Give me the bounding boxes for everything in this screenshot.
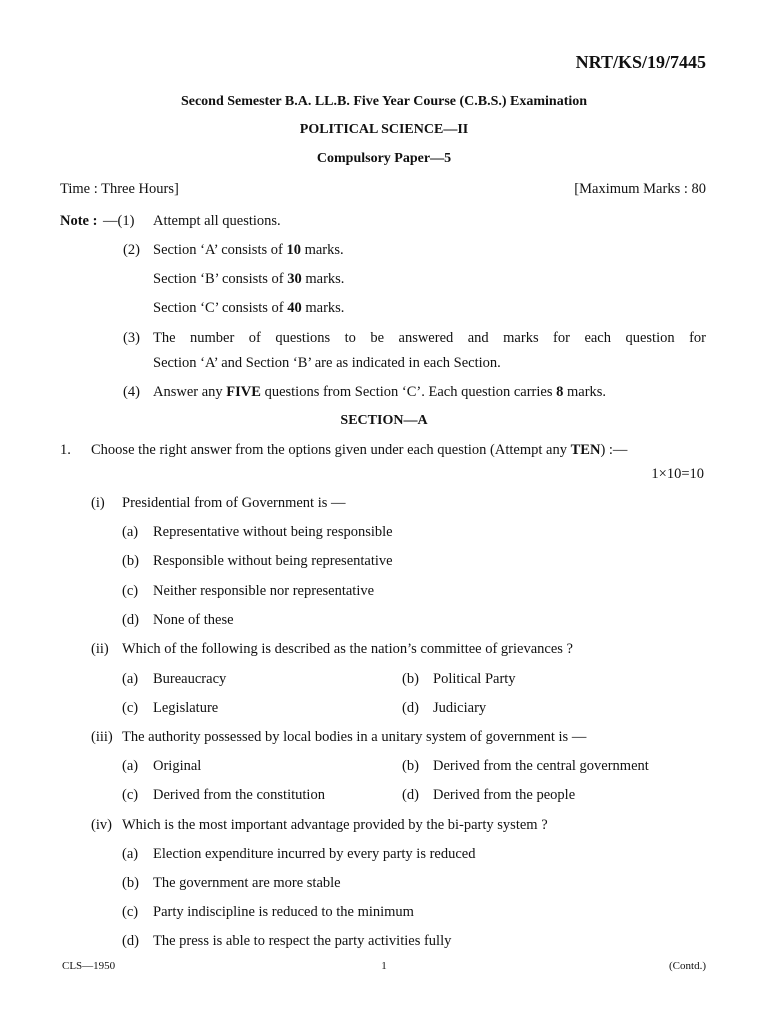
option-text: The government are more stable: [153, 875, 341, 891]
note-2-text: Section ‘A’ consists of 10 marks.: [153, 242, 344, 258]
option-label: (d): [402, 700, 419, 716]
option-label: (c): [122, 583, 139, 599]
option-label: (a): [122, 846, 139, 862]
page-number: 1: [381, 960, 387, 972]
paper-title: Compulsory Paper—5: [316, 151, 452, 166]
option-text: Neither responsible nor representative: [153, 583, 375, 599]
option-text: Party indiscipline is reduced to the minimum: [153, 904, 414, 920]
max-marks-label: [Maximum Marks : 80: [574, 181, 706, 197]
option-label: (d): [122, 612, 139, 628]
option-label: (b): [122, 553, 139, 569]
option-label: (c): [122, 787, 139, 803]
option-label: (d): [122, 933, 139, 949]
option-text: Political Party: [433, 671, 516, 687]
note-label: Note :: [60, 213, 98, 229]
note-1-number: —(1): [103, 213, 135, 229]
time-label: Time : Three Hours]: [60, 181, 179, 197]
note-3-line1: The number of questions to be answered and marks for each question for: [153, 330, 706, 346]
subquestion-number: (iv): [91, 817, 112, 833]
subquestion-number: (ii): [91, 641, 109, 657]
subquestion-text: Presidential from of Government is —: [122, 495, 346, 511]
note-2c-text: Section ‘C’ consists of 40 marks.: [153, 300, 345, 316]
option-text: Original: [153, 758, 202, 774]
note-4-number: (4): [123, 384, 140, 400]
option-label: (b): [402, 671, 419, 687]
note-2-number: (2): [123, 242, 140, 258]
subquestion-text: Which of the following is described as the nation’s committee of grievances ?: [122, 641, 573, 657]
exam-title: Second Semester B.A. LL.B. Five Year Course (C.B.S.) Examination: [180, 94, 588, 109]
question-1-text: Choose the right answer from the options given under each question (Attempt any TEN) :—: [91, 442, 628, 458]
option-text: Legislature: [153, 700, 219, 716]
option-label: (d): [402, 787, 419, 803]
subquestion-text: Which is the most important advantage provided by the bi-party system ?: [122, 817, 548, 833]
option-label: (b): [122, 875, 139, 891]
note-2b-text: Section ‘B’ consists of 30 marks.: [153, 271, 345, 287]
subquestion-text: The authority possessed by local bodies in a unitary system of government is —: [122, 729, 587, 745]
paper-code: NRT/KS/19/7445: [575, 52, 706, 72]
option-text: Responsible without being representative: [153, 553, 393, 569]
option-text: Derived from the central government: [433, 758, 649, 774]
option-text: None of these: [153, 612, 234, 628]
option-text: Election expenditure incurred by every party is reduced: [153, 846, 476, 862]
option-text: Bureaucracy: [153, 671, 227, 687]
option-label: (a): [122, 758, 139, 774]
continued-label: (Contd.): [669, 960, 706, 972]
note-4-text: Answer any FIVE questions from Section ‘C’. Each question carries 8 marks.: [153, 384, 607, 400]
option-label: (c): [122, 904, 139, 920]
option-label: (a): [122, 524, 139, 540]
note-3-line2: Section ‘A’ and Section ‘B’ are as indicated in each Section.: [153, 355, 501, 371]
subquestion-number: (i): [91, 495, 105, 511]
footer-code: CLS—1950: [62, 960, 116, 972]
option-label: (c): [122, 700, 139, 716]
option-label: (b): [402, 758, 419, 774]
option-text: The press is able to respect the party activities fully: [153, 933, 452, 949]
section-a-heading: SECTION—A: [340, 413, 428, 428]
option-text: Derived from the people: [433, 787, 576, 803]
question-1-marks: 1×10=10: [651, 466, 704, 482]
option-text: Judiciary: [433, 700, 487, 716]
note-3-number: (3): [123, 330, 140, 346]
option-label: (a): [122, 671, 139, 687]
question-1-number: 1.: [60, 442, 71, 458]
subquestion-number: (iii): [91, 729, 113, 745]
option-text: Derived from the constitution: [153, 787, 325, 803]
subject-title: POLITICAL SCIENCE—II: [299, 122, 469, 137]
note-1-text: Attempt all questions.: [153, 213, 281, 229]
option-text: Representative without being responsible: [153, 524, 393, 540]
